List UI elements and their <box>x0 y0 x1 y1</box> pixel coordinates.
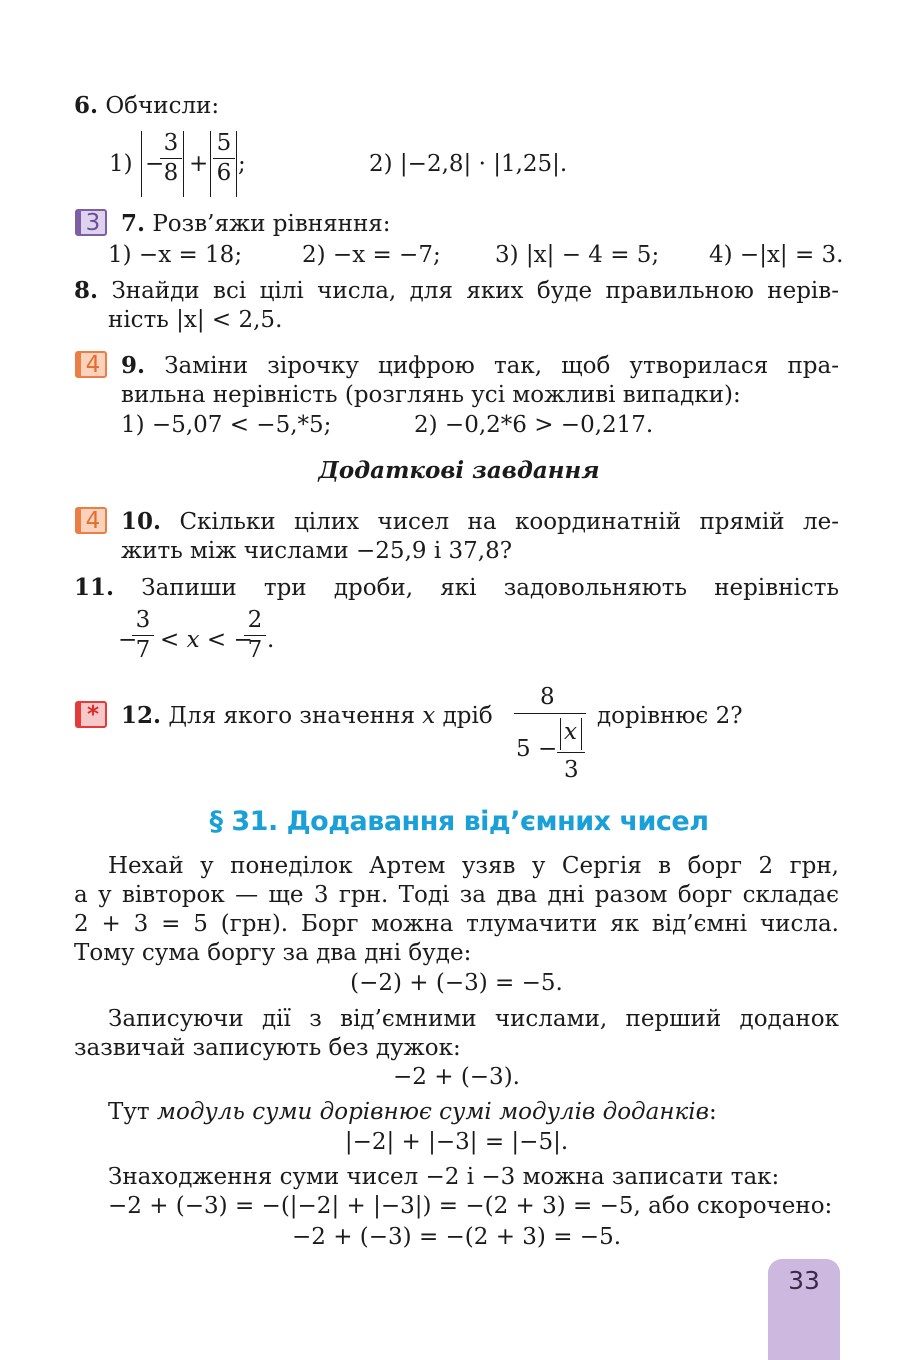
numerator: 3 <box>160 132 182 159</box>
page-number: 33 <box>788 1266 820 1295</box>
exercise-9-line1 <box>121 353 839 379</box>
ex7-part1: 1) −x = 18; <box>108 242 243 268</box>
semicolon: ; <box>238 151 246 177</box>
paragraph-line: Знаходження суми чисел −2 і −3 можна записати так: <box>108 1164 780 1190</box>
minus-sign: − <box>118 627 138 653</box>
denominator: 7 <box>135 637 151 663</box>
exercise-11-line1 <box>74 575 839 601</box>
denominator-five-minus: 5 − <box>516 736 558 762</box>
inner-fraction-line <box>557 752 585 753</box>
paragraph-line: Записуючи дії з від’ємними числами, перший доданок <box>108 1006 839 1032</box>
abs-bar <box>581 718 582 750</box>
exercise-10-line2: жить між числами −25,9 і 37,8? <box>121 538 513 564</box>
equation: (−2) + (−3) = −5. <box>350 970 563 996</box>
equation: −2 + (−3) = −(2 + 3) = −5. <box>291 1224 622 1250</box>
exercise-text: Знайди всі цілі числа, для яких буде правильною нерів- <box>111 278 839 304</box>
exercise-text: Скільки цілих чисел на координатній прямій ле- <box>179 509 840 535</box>
paragraph-line: Тому сума боргу за два дні буде: <box>74 940 472 966</box>
exercise-number: 8. <box>74 277 99 304</box>
exercise-6-heading <box>74 93 219 119</box>
star-badge-icon: * <box>75 701 107 728</box>
numerator: 5 <box>213 132 235 159</box>
exercise-number: 6. <box>74 92 99 119</box>
inner-denominator-3: 3 <box>564 757 579 783</box>
exercise-12-text <box>121 703 493 729</box>
ex9-part1: 1) −5,07 < −5,*5; <box>121 412 332 438</box>
exercise-text: Заміни зірочку цифрою так, щоб утворилася пра- <box>164 353 840 379</box>
ex6-part1-label: 1) <box>109 151 133 177</box>
paragraph-line: −2 + (−3) = −(|−2| + |−3|) = −(2 + 3) = −5, або скорочено: <box>108 1193 833 1219</box>
exercise-text: дріб <box>442 703 493 729</box>
paragraph-line: а у вівторок — ще 3 грн. Тоді за два дні разом борг складає <box>74 882 839 908</box>
variable-x: x <box>422 703 436 729</box>
exercise-7-heading <box>121 211 391 237</box>
ex7-part2: 2) −x = −7; <box>302 242 441 268</box>
fraction-line <box>514 713 586 714</box>
exercise-9-line2: вильна нерівність (розглянь усі можливі випадки): <box>121 382 741 408</box>
exercise-8-line2: ність |x| < 2,5. <box>108 307 283 333</box>
abs-bar <box>560 718 561 750</box>
exercise-number: 12. <box>121 702 162 729</box>
level-3-badge-icon: 3 <box>75 209 107 236</box>
exercise-number: 11. <box>74 574 115 601</box>
fraction-3-7 <box>132 609 154 662</box>
exercise-number: 9. <box>121 352 146 379</box>
level-4-badge-icon: 4 <box>75 507 107 534</box>
minus-sign: − <box>145 151 165 177</box>
fraction-numerator-8: 8 <box>540 684 555 710</box>
numerator: 2 <box>244 609 266 636</box>
ex6-part2: 2) |−2,8| · |1,25|. <box>369 151 568 177</box>
abs-bar <box>183 131 184 197</box>
ex7-part3: 3) |x| − 4 = 5; <box>495 242 660 268</box>
ex7-part4: 4) −|x| = 3. <box>709 242 844 268</box>
denominator: 8 <box>163 160 179 186</box>
extra-tasks-heading: Додаткові завдання <box>318 457 600 484</box>
exercise-text: Для якого значення <box>168 703 415 729</box>
fraction-2-7 <box>244 609 266 662</box>
section-title: § 31. Додавання від’ємних чисел <box>209 806 709 837</box>
exercise-8-line1 <box>74 278 839 304</box>
fraction-3-8 <box>160 132 182 185</box>
equation: −2 + (−3). <box>393 1064 520 1090</box>
abs-bar <box>141 131 142 197</box>
inequality-middle: < x < − <box>160 627 253 653</box>
paragraph-line: зазвичай записують без дужок: <box>74 1035 461 1061</box>
text: Тут <box>108 1099 157 1125</box>
equation: |−2| + |−3| = |−5|. <box>344 1129 569 1155</box>
exercise-10-line1 <box>121 509 839 535</box>
ex9-part2: 2) −0,2*6 > −0,217. <box>414 412 654 438</box>
period: . <box>267 627 275 653</box>
paragraph-line <box>108 1099 717 1125</box>
exercise-number: 10. <box>121 508 162 535</box>
exercise-title: Обчисли: <box>105 93 220 119</box>
paragraph-line: 2 + 3 = 5 (грн). Борг можна тлумачити як від’ємні числа. <box>74 911 839 937</box>
denominator: 6 <box>216 160 232 186</box>
abs-bar <box>236 131 237 197</box>
paragraph-line: Нехай у понеділок Артем узяв у Сергія в борг 2 грн, <box>108 853 839 879</box>
fraction-5-6 <box>213 132 235 185</box>
text: : <box>708 1099 717 1125</box>
variable-x: x <box>564 719 577 745</box>
exercise-text: Запиши три дроби, які задовольняють нерівність <box>141 575 840 601</box>
rule-italic: модуль суми дорівнює сумі модулів доданків <box>156 1099 709 1125</box>
exercise-text: дорівнює 2? <box>597 703 743 729</box>
plus-sign: + <box>189 151 209 177</box>
denominator: 7 <box>247 637 263 663</box>
abs-bar <box>210 131 211 197</box>
level-4-badge-icon: 4 <box>75 351 107 378</box>
exercise-title: Розв’яжи рівняння: <box>152 211 391 237</box>
numerator: 3 <box>132 609 154 636</box>
exercise-number: 7. <box>121 210 146 237</box>
